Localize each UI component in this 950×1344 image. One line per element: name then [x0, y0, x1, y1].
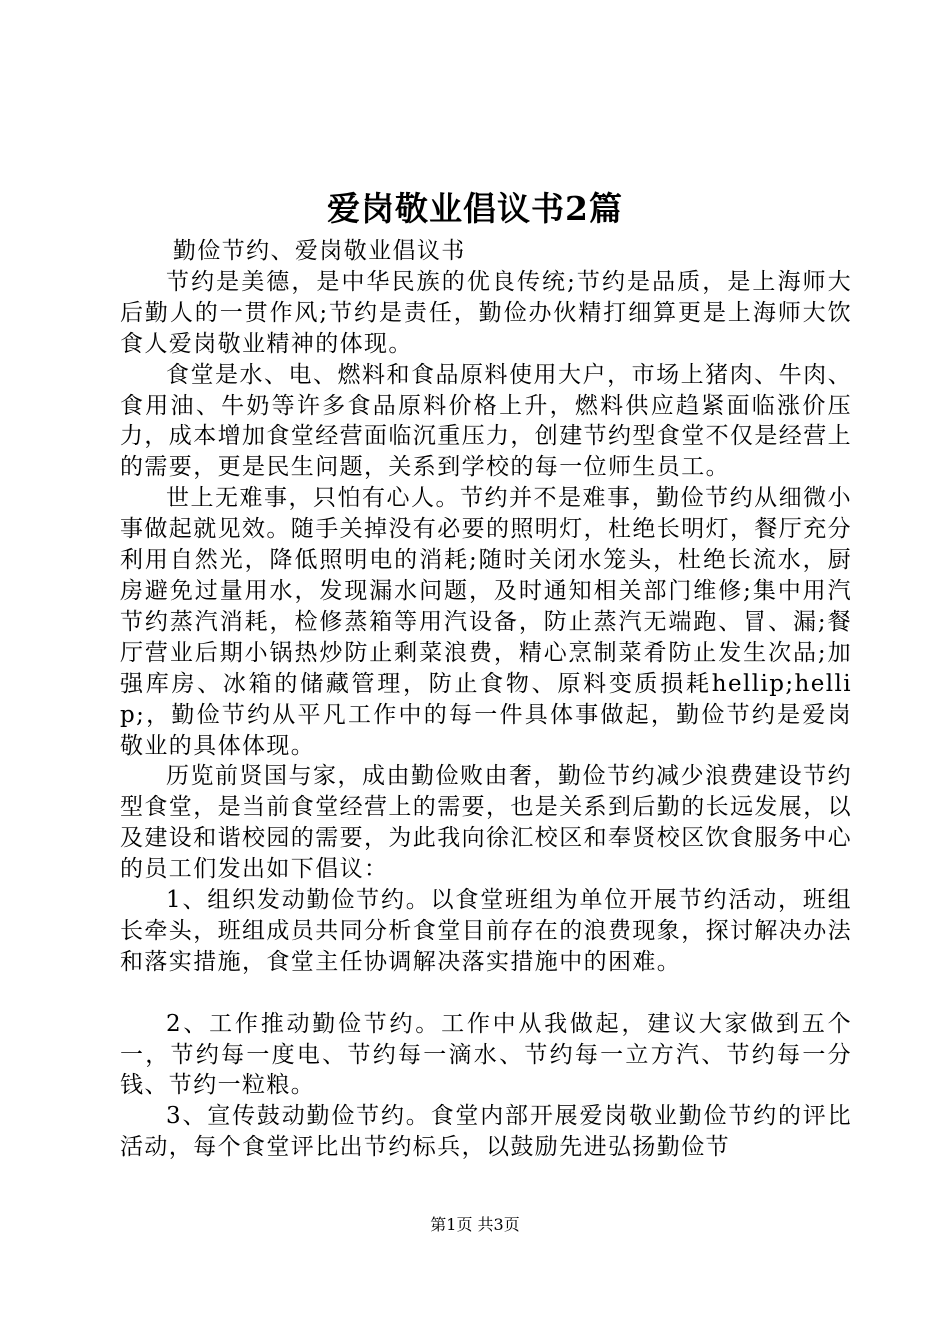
page-footer: 第1页 共3页: [430, 1215, 520, 1234]
document-subheading: 勤俭节约、爱岗敬业倡议书: [172, 238, 466, 264]
paragraph-gap: [120, 978, 852, 1009]
proposal-item-2: 2、工作推动勤俭节约。工作中从我做起，建议大家做到五个一，节约每一度电、节约每一滴水、节约每一立方汽、节约每一分钱、节约一粒粮。: [120, 1010, 852, 1099]
paragraph-intro: 节约是美德，是中华民族的优良传统;节约是品质，是上海师大后勤人的一贯作风;节约是责任，勤俭办伙精打细算更是上海师大饮食人爱岗敬业精神的体现。: [120, 268, 852, 357]
document-body: [120, 236, 852, 1163]
paragraph-small-things: 世上无难事，只怕有心人。节约并不是难事，勤俭节约从细微小事做起就见效。随手关掉没有必要的照明灯，杜绝长明灯，餐厅充分利用自然光，降低照明电的消耗;随时关闭水笼头，杜绝长流水，厨房避免过量用水，发现漏水问题，及时通知相关部门维修;集中用汽节约蒸汽消耗，检修蒸箱等用汽设备，防止蒸汽无端跑、冒、漏;餐厅营业后期小锅热炒防止剩菜浪费，精心烹制菜肴防止发生次品;加强库房、冰箱的储藏管理，防止食物、原料变质损耗hellip;hellip;，勤俭节约从平凡工作中的每一件具体事做起，勤俭节约是爱岗敬业的具体体现。: [120, 485, 852, 759]
proposal-item-1: 1、组织发动勤俭节约。以食堂班组为单位开展节约活动，班组长牵头，班组成员共同分析食堂目前存在的浪费现象，探讨解决办法和落实措施，食堂主任协调解决落实措施中的困难。: [120, 887, 852, 975]
proposal-item-3: 3、宣传鼓动勤俭节约。食堂内部开展爱岗敬业勤俭节约的评比活动，每个食堂评比出节约标兵，以鼓励先进弘扬勤俭节: [120, 1103, 852, 1161]
paragraph-proposal-intro: 历览前贤国与家，成由勤俭败由奢，勤俭节约减少浪费建设节约型食堂，是当前食堂经营上的需要，也是关系到后勤的长远发展，以及建设和谐校园的需要，为此我向徐汇校区和奉贤校区饮食服务中心的员工们发出如下倡议：: [120, 763, 852, 883]
paragraph-canteen-pressure: 食堂是水、电、燃料和食品原料使用大户，市场上猪肉、牛肉、食用油、牛奶等许多食品原料价格上升，燃料供应趋紧面临涨价压力，成本增加食堂经营面临沉重压力，创建节约型食堂不仅是经营上的需要，更是民生问题，关系到学校的每一位师生员工。: [120, 361, 852, 481]
document-title: 爱岗敬业倡议书2篇: [327, 189, 623, 228]
